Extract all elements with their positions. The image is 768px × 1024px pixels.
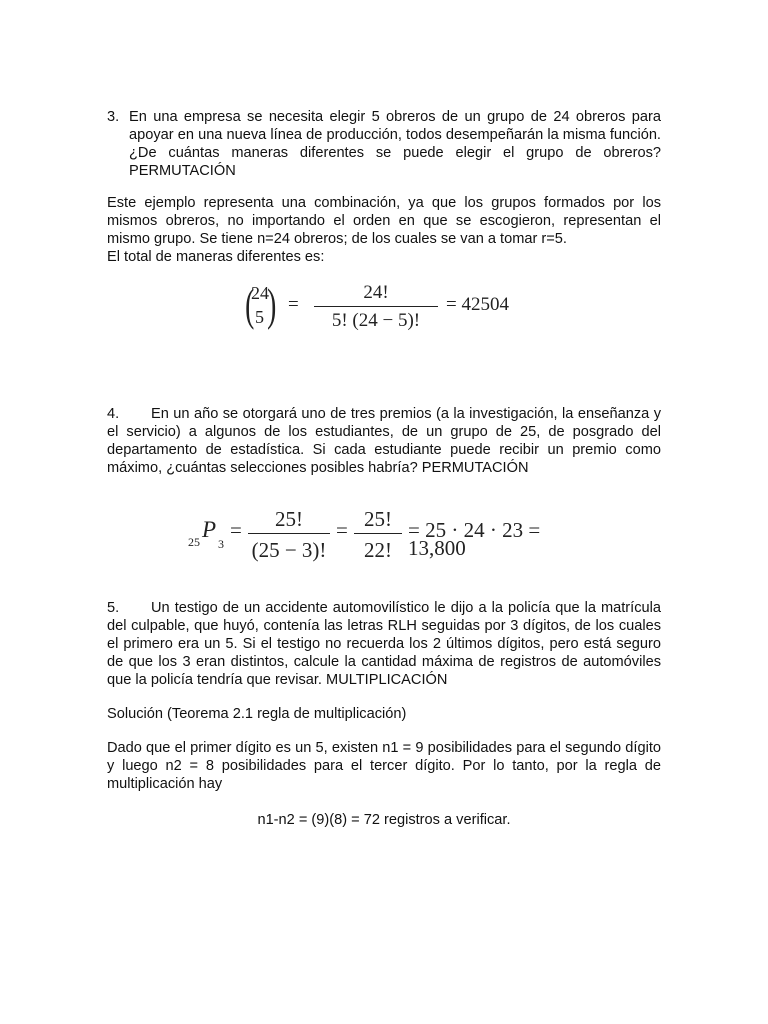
- problem-4-paragraph: [107, 405, 661, 477]
- perm-fraction-2-denominator: 22!: [364, 538, 392, 562]
- fraction-numerator: 24!: [363, 282, 389, 303]
- equals-sign-1: =: [230, 518, 242, 542]
- problem-3-explanation: Este ejemplo representa una combinación, ya que los grupos formados por los mismos obreros, no importando el orden en que se escogieron, representan el mismo grupo. Se tiene n=24 obreros; de los cuales se van a tomar r=5.: [107, 195, 661, 247]
- problem-5: [107, 599, 661, 689]
- problem-3-explanation-block: [107, 194, 661, 266]
- combination-fraction: [314, 280, 438, 333]
- final-result: n1-n2 = (9)(8) = 72 registros a verificar.: [257, 812, 511, 828]
- perm-fraction-2: [354, 505, 402, 562]
- problem-5-statement: Un testigo de un accidente automovilístico le dijo a la policía que la matrícula del culpable, que huyó, contenía las letras RLH seguidas por 3 dígitos, de los cuales el primero era un 5. Si el testigo no recuerda los 2 últimos dígitos, pero está seguro de que los 3 eran distintos, calcule la cantidad máxima de registros de automóviles que la policía tendría que revisar. MULTIPLICACIÓN: [107, 600, 661, 688]
- perm-symbol: P: [202, 517, 217, 542]
- equals-sign-2: =: [336, 518, 348, 542]
- solution-title: Solución (Teorema 2.1 regla de multiplicación): [107, 706, 407, 722]
- problem-3-total-line: El total de maneras diferentes es:: [107, 249, 325, 265]
- problem-4: [107, 405, 661, 477]
- right-paren: ): [267, 279, 277, 330]
- equals-sign: =: [288, 294, 299, 315]
- perm-fraction-1-denominator: (25 − 3)!: [251, 538, 327, 562]
- permutation-equation: [188, 503, 578, 567]
- problem-3: [107, 108, 661, 180]
- equation-result: = 42504: [446, 294, 509, 315]
- problem-3-number: 3.: [107, 109, 120, 125]
- perm-fraction-1: [248, 505, 330, 562]
- left-paren: (: [245, 279, 255, 330]
- problem-5-paragraph: [107, 599, 661, 689]
- fraction-denominator: 5! (24 − 5)!: [331, 310, 421, 331]
- perm-fraction-1-numerator: 25!: [275, 507, 303, 531]
- combination-equation: [246, 276, 516, 340]
- problem-4-number: 4.: [107, 406, 120, 422]
- perm-fraction-2-numerator: 25!: [364, 507, 392, 531]
- perm-sub-left: 25: [188, 535, 200, 549]
- problem-3-statement: En una empresa se necesita elegir 5 obreros de un grupo de 24 obreros para apoyar en una nueva línea de producción, todos desempeñarán la misma función. ¿De cuántas maneras diferentes se puede elegir el grupo de obreros? PERMUTACIÓN: [129, 109, 661, 179]
- problem-5-number: 5.: [107, 600, 120, 616]
- problem-4-statement: En un año se otorgará uno de tres premios (a la investigación, la enseñanza y el servicio) a algunos de los estudiantes, de un grupo de 25, de posgrado del departamento de estadística. Si cada estudiante puede recibir un premio como máximo, ¿cuántas selecciones posibles habría? PERMUTACIÓN: [107, 406, 661, 476]
- binom-bottom: 5: [255, 307, 264, 327]
- perm-result: = 25 · 24 · 23 = 13,800: [408, 518, 541, 560]
- solution-text: Dado que el primer dígito es un 5, existen n1 = 9 posibilidades para el segundo dígito y luego n2 = 8 posibilidades para el tercer dígito. Por lo tanto, por la regla de multiplicación hay: [107, 740, 661, 792]
- binom-top: 24: [251, 283, 269, 303]
- perm-sub-right: 3: [218, 537, 224, 551]
- binomial-coefficient: [245, 279, 277, 332]
